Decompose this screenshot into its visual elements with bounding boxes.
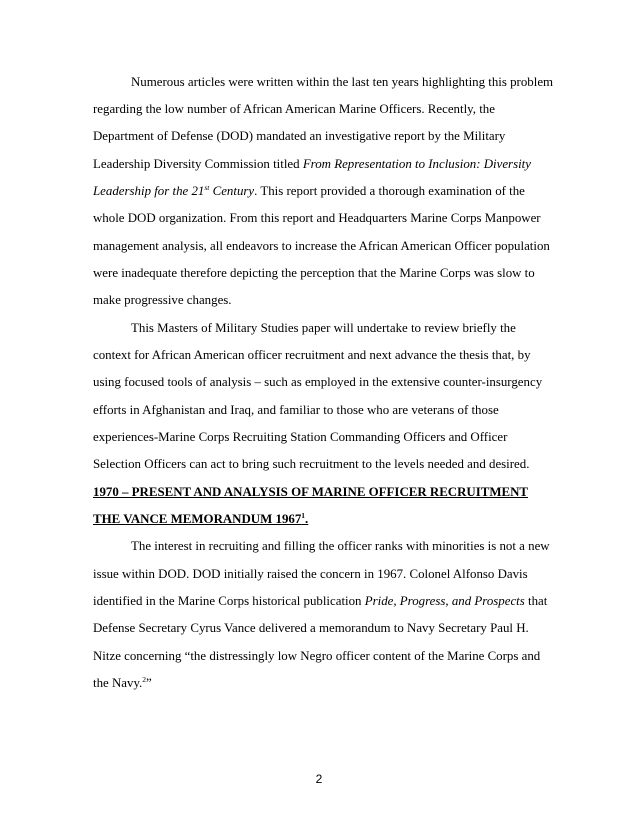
body-line: whole DOD organization. From this report and Headquarters Marine Corps Manpower xyxy=(93,211,541,225)
body-line: using focused tools of analysis – such as employed in the extensive counter-insurgency xyxy=(93,375,543,389)
body-line: Numerous articles were written within the last ten years highlighting this problem xyxy=(131,75,554,89)
report-title: From Representation to Inclusion: Diversity xyxy=(302,157,531,171)
body-line xyxy=(93,675,152,691)
body-text: ” xyxy=(146,676,152,690)
body-text: that xyxy=(524,594,548,608)
body-line: were inadequate therefore depicting the perception that the Marine Corps was slow to xyxy=(93,266,535,280)
superscript: st xyxy=(204,183,210,192)
body-line: The interest in recruiting and filling the officer ranks with minorities is not a new xyxy=(131,539,550,553)
body-line: Nitze concerning “the distressingly low Negro officer content of the Marine Corps and xyxy=(93,649,541,663)
body-text: . This report provided a thorough examination of the xyxy=(254,184,525,198)
footnote-ref: 2 xyxy=(142,675,147,684)
body-line xyxy=(93,593,547,609)
footnote-ref: 1 xyxy=(301,511,306,520)
body-line xyxy=(93,183,525,199)
body-line: This Masters of Military Studies paper will undertake to review briefly the xyxy=(131,321,516,335)
body-line xyxy=(93,156,531,172)
body-line: Department of Defense (DOD) mandated an investigative report by the Military xyxy=(93,129,506,143)
body-line: context for African American officer recruitment and next advance the thesis that, by xyxy=(93,348,531,362)
body-text: Leadership Diversity Commission titled xyxy=(93,157,303,171)
subsection-heading: THE VANCE MEMORANDUM 1967$^1$. xyxy=(93,511,309,526)
body-line: efforts in Afghanistan and Iraq, and familiar to those who are veterans of those xyxy=(93,403,499,417)
page-number: 2 xyxy=(315,772,323,786)
publication-title: Pride, Progress, and Prospects xyxy=(364,594,525,608)
body-line: make progressive changes. xyxy=(93,293,232,307)
section-heading: 1970 – PRESENT AND ANALYSIS OF MARINE OFFICER RECRUITMENT xyxy=(93,485,528,499)
body-line: Selection Officers can act to bring such recruitment to the levels needed and desired. xyxy=(93,457,530,471)
body-line: regarding the low number of African American Marine Officers. Recently, the xyxy=(93,102,495,116)
body-line: Defense Secretary Cyrus Vance delivered a memorandum to Navy Secretary Paul H. xyxy=(93,621,529,635)
body-text: the Navy. xyxy=(93,676,143,690)
body-line: experiences-Marine Corps Recruiting Station Commanding Officers and Officer xyxy=(93,430,508,444)
report-title: Leadership for the 21st Century xyxy=(93,183,255,198)
body-line: management analysis, all endeavors to increase the African American Officer population xyxy=(93,239,550,253)
body-text: identified in the Marine Corps historical publication xyxy=(93,594,365,608)
body-line: issue within DOD. DOD initially raised the concern in 1967. Colonel Alfonso Davis xyxy=(93,567,528,581)
